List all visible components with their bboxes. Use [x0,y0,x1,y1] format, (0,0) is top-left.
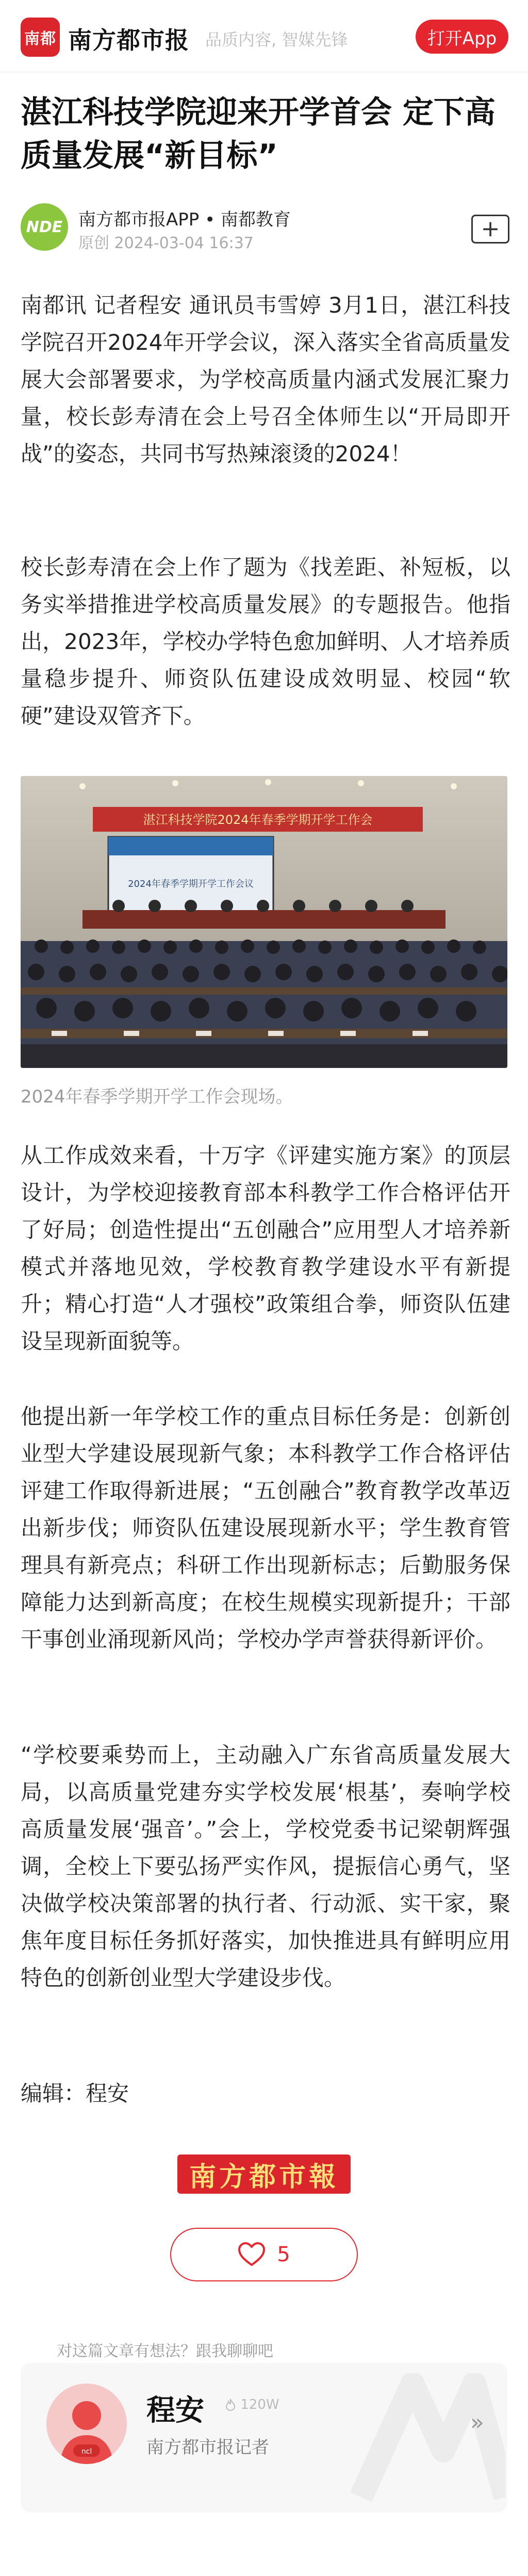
author-badge-text: ncl [81,2448,92,2456]
flame-icon [225,2399,236,2411]
author-avatar-icon [46,2384,127,2464]
comment-prompt: 对这篇文章有想法？跟我聊聊吧 [57,2342,273,2360]
follow-button[interactable]: + [471,215,509,244]
paragraph-5: “学校要乘势而上，主动融入广东省高质量发展大局，以高质量党建夯实学校发展‘根基’，奏响学校高质量发展‘强音’。”会上，学校党委书记梁朝辉强调，全校上下要弘扬严实作风，提振信心勇气，坚决做学校决策部署的执行者、行动派、实干家，聚焦年度目标任务抓好落实，加快推进具有鲜明应用特色的创新创业型大学建设步伐。 [21,1742,510,1990]
author-card[interactable] [21,2363,507,2513]
publish-meta: 原创 2024-03-04 16:37 [78,234,254,252]
photo-caption: 2024年春季学期开学工作会现场。 [21,1087,293,1107]
author-title: 南方都市报记者 [146,2437,269,2458]
card-watermark-icon [340,2373,505,2507]
app-slogan: 品质内容, 智媒先锋 [205,30,348,50]
open-app-button[interactable]: 打开App [416,20,508,54]
heart-icon [238,2242,266,2267]
source-row [21,201,510,258]
meeting-photo-illustration [21,776,507,1068]
author-fans-count: 120W [240,2397,279,2412]
photo-banner-text: 湛江科技学院2024年春季学期开学工作会 [143,813,373,827]
source-name[interactable]: 南方都市报APP • 南都教育 [78,209,291,230]
paragraph-3: 从工作成效来看，十万字《评建实施方案》的顶层设计，为学校迎接教育部本科教学工作合格评估开了好局；创造性提出“五创融合”应用型人才培养新模式并落地见效，学校教育教学建设水平有新提升；精心打造“人才强校”政策组合拳，师资队伍建设呈现新面貌等。 [21,1143,510,1354]
article-photo[interactable] [21,776,507,1068]
like-button[interactable] [170,2228,358,2281]
editor-line: 编辑：程安 [21,2081,129,2106]
article-title: 湛江科技学院迎来开学首会 定下高质量发展“新目标” [21,94,496,174]
paragraph-1: 南都讯 记者程安 通讯员韦雪婷 3月1日，湛江科技学院召开2024年开学会议，深入落实全省高质量发展大会部署要求，为学校高质量内涵式发展汇聚力量，校长彭寿清在会上号召全体师生以“开局即开战”的姿态，共同书写热辣滚烫的2024！ [21,293,510,466]
paragraph-4: 他提出新一年学校工作的重点目标任务是：创新创业型大学建设展现新气象；本科教学工作合格评估评建工作取得新进展；“五创融合”教育教学改革迈出新步伐；师资队伍建设展现新水平；学生教育管理具有新亮点；科研工作出现新标志；后勤服务保障能力达到新高度；在校生规模实现新提升；干部干事创业涌现新风尚；学校办学声誉获得新评价。 [21,1404,510,1652]
author-name: 程安 [146,2394,204,2427]
app-logo[interactable]: 南都 [21,18,60,57]
author-avatar[interactable] [46,2384,127,2464]
source-avatar[interactable]: NDE [21,203,68,251]
like-count: 5 [277,2243,290,2266]
photo-screen-text: 2024年春季学期开学工作会议 [128,879,254,889]
newspaper-stamp-logo: 南方都市報 [177,2154,351,2194]
top-bar [0,0,528,72]
paragraph-2: 校长彭寿清在会上作了题为《找差距、补短板，以务实举措推进学校高质量发展》的专题报告。他指出，2023年，学校办学特色愈加鲜明、人才培养质量稳步提升、师资队伍建设成效明显、校园“软硬”建设双管齐下。 [21,555,510,728]
app-name: 南方都市报 [68,26,189,54]
chevron-right-icon[interactable]: » [470,2409,484,2436]
author-fans [225,2397,279,2412]
